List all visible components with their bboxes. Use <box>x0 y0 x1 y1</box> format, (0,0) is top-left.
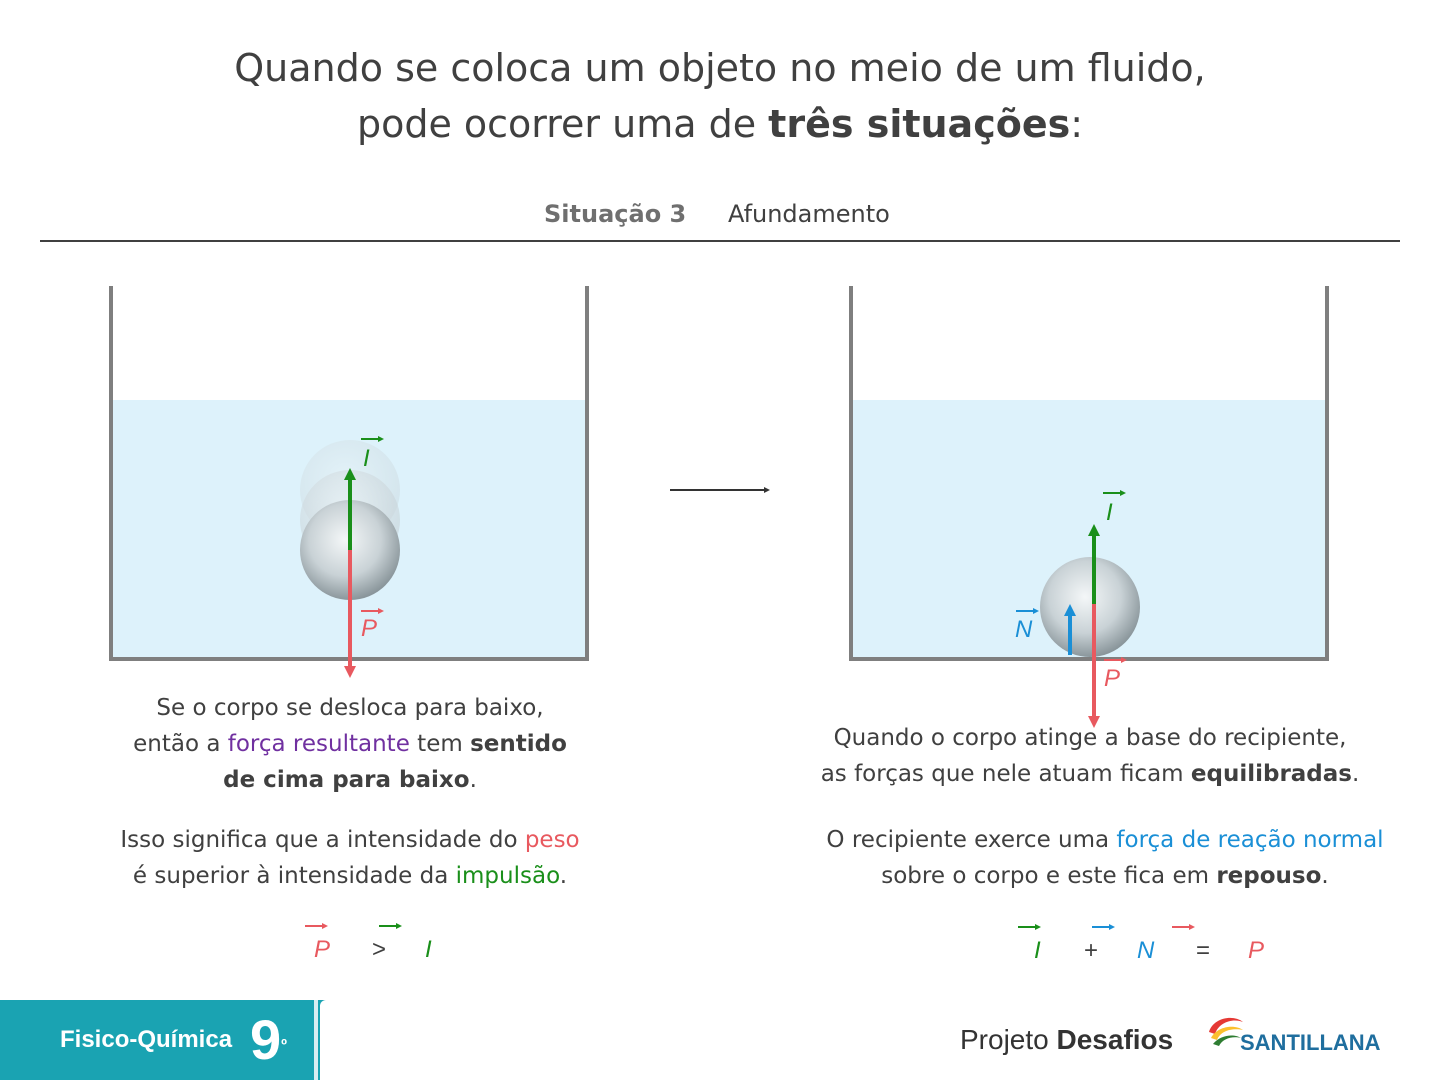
balanced-term: equilibradas <box>1190 761 1352 787</box>
situation-label: Situação 3 <box>544 200 687 228</box>
eq-left-i-bar-head <box>396 923 402 929</box>
left-p2-line-1a: Isso significa que a intensidade do <box>120 827 525 853</box>
right-paragraph-1 <box>790 720 1390 792</box>
right-i-label: I <box>1106 499 1113 526</box>
left-paragraph-1 <box>60 690 640 798</box>
title-line-2-bold: três situações <box>768 102 1071 146</box>
right-beaker <box>851 286 1327 728</box>
eq-right-p: P <box>1248 937 1265 964</box>
eq-right-n-bar-head <box>1109 924 1115 930</box>
normal-force-term: força de reação normal <box>1116 827 1384 853</box>
rest-term: repouso <box>1216 863 1322 889</box>
right-p1-line-1: Quando o corpo atinge a base do recipiente, <box>833 725 1347 751</box>
left-p1-line-2a: então a <box>133 731 228 757</box>
eq-left-p: P <box>314 936 331 963</box>
left-beaker <box>111 286 587 678</box>
left-p1-period: . <box>469 767 477 793</box>
weight-term: peso <box>524 827 580 853</box>
right-p-label: P <box>1104 665 1121 692</box>
footer <box>0 1000 1440 1080</box>
right-n-label: N <box>1015 616 1033 643</box>
subject-label: Fisico-Química <box>60 1026 233 1053</box>
eq-right-plus: + <box>1084 937 1099 964</box>
right-p2-line-1 <box>790 822 1420 858</box>
left-p2-period: . <box>559 863 568 889</box>
transition-arrowhead <box>764 487 770 493</box>
project-brand-a: Projeto <box>960 1024 1057 1055</box>
grade-number: 9 <box>250 1008 282 1071</box>
right-ball <box>1040 557 1140 657</box>
left-weight-arrowhead <box>344 666 356 678</box>
title-line-1: Quando se coloca um objeto no meio de um fluido, <box>234 46 1206 90</box>
left-paragraph-2 <box>60 822 640 894</box>
left-p1-line-3 <box>60 762 640 798</box>
publisher-name: SANTILLANA <box>1240 1030 1381 1055</box>
left-i-label: I <box>363 445 370 472</box>
right-p2-line-2 <box>790 858 1420 894</box>
right-p2-line-2a: sobre o corpo e este fica em <box>881 863 1217 889</box>
right-paragraph-2 <box>790 822 1420 894</box>
left-p1-line-2 <box>60 726 640 762</box>
right-p2-period: . <box>1321 863 1329 889</box>
left-p1-line-1: Se o corpo se desloca para baixo, <box>156 695 544 721</box>
right-p1-line-2 <box>790 756 1390 792</box>
footer-brand-panel <box>320 1000 1440 1080</box>
eq-right-i: I <box>1034 937 1041 964</box>
left-equation <box>305 923 432 963</box>
right-p2-line-1a: O recipiente exerce uma <box>826 827 1117 853</box>
equations <box>0 910 1440 970</box>
left-p-label: P <box>361 615 378 642</box>
grade-ordinal: º <box>281 1037 287 1054</box>
eq-left-i: I <box>425 936 432 963</box>
left-p1-line-2b: tem <box>409 731 471 757</box>
eq-left-p-bar-head <box>322 923 328 929</box>
project-brand <box>960 1024 1173 1056</box>
right-equation <box>1018 924 1264 964</box>
left-p2-line-2a: é superior à intensidade da <box>132 863 456 889</box>
eq-right-equals: = <box>1196 937 1211 964</box>
title-line-2-prefix: pode ocorrer uma de <box>356 102 769 146</box>
footer-subject-panel <box>0 1000 318 1080</box>
impulse-term: impulsão <box>455 863 560 889</box>
direction-term: sentido <box>470 731 567 757</box>
left-p2-line-1 <box>60 822 640 858</box>
resultant-force-term: força resultante <box>227 731 410 757</box>
eq-right-n: N <box>1137 937 1155 964</box>
eq-right-i-bar-head <box>1035 924 1041 930</box>
eq-right-p-bar-head <box>1189 924 1195 930</box>
situation-name: Afundamento <box>728 200 890 228</box>
left-p2-line-2 <box>60 858 640 894</box>
title-line-2-suffix: : <box>1070 102 1084 146</box>
santillana-logo-icon <box>1205 1012 1245 1048</box>
eq-left-op: > <box>372 936 387 963</box>
grade-label <box>250 1010 287 1070</box>
right-p1-period: . <box>1351 761 1360 787</box>
right-p1-line-2a: as forças que nele atuam ficam <box>820 761 1191 787</box>
top-to-bottom-term: de cima para baixo <box>223 767 470 793</box>
project-brand-b: Desafios <box>1056 1024 1174 1055</box>
